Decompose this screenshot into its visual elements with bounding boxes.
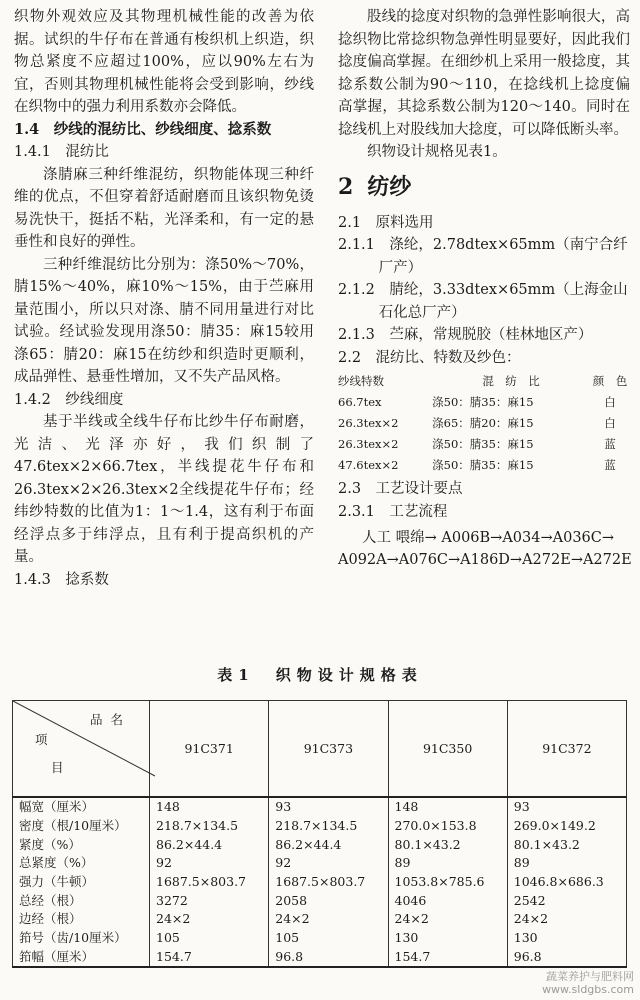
table-row <box>13 797 627 817</box>
table-row <box>13 854 627 873</box>
blend-table <box>338 371 630 476</box>
watermark-line-1: 蔬菜养护与肥料网 <box>546 970 634 983</box>
table-cell: 80.1×43.2 <box>507 835 626 854</box>
table-cell: 1687.5×803.7 <box>150 873 269 892</box>
table-cell: 1046.8×686.3 <box>507 873 626 892</box>
cell-ratio: 涤50：腈35：麻15 <box>432 458 534 472</box>
blend-row <box>338 455 630 476</box>
paragraph-twist: 股线的捻度对织物的急弹性影响很大，高捻织物比常捻织物急弹性明显要好，因此我们捻度偏高掌握。在细纱机上采用一般捻度，其捻系数公制为90～110，在捻线机上捻度偏高掌握，其捻系数公制为120～140。同时在捻线机上对股线加大捻度，可以降低断头率。 <box>338 9 630 138</box>
column-header: 91C371 <box>150 701 269 798</box>
cell-ratio: 涤50：腈35：麻15 <box>432 437 534 451</box>
table-cell: 24×2 <box>507 910 626 929</box>
row-label: 强力（牛顿） <box>13 873 150 892</box>
table-cell: 270.0×153.8 <box>388 817 507 836</box>
section-number: 2 <box>338 173 354 200</box>
column-header: 91C373 <box>269 701 388 798</box>
heading-2-2: 2.2 混纺比、特数及纱色： <box>338 349 521 366</box>
table-cell: 1687.5×803.7 <box>269 873 388 892</box>
table-row <box>13 873 627 892</box>
row-label: 总经（根） <box>13 891 150 910</box>
blend-row <box>338 434 630 455</box>
table-cell: 105 <box>150 929 269 948</box>
section-title: 纺纱 <box>367 173 412 200</box>
cell-ratio: 涤50：腈35：麻15 <box>432 395 534 409</box>
table-row <box>13 817 627 836</box>
table-cell: 89 <box>507 854 626 873</box>
process-flow <box>338 527 630 571</box>
heading-1-4-1: 1.4.1 混纺比 <box>14 144 109 160</box>
table-cell: 96.8 <box>269 948 388 968</box>
cell-count: 66.7tex <box>338 395 382 409</box>
right-column <box>338 6 630 571</box>
column-header: 91C350 <box>388 701 507 798</box>
table-cell: 154.7 <box>388 948 507 968</box>
table-cell: 218.7×134.5 <box>150 817 269 836</box>
cell-count: 47.6tex×2 <box>338 458 399 472</box>
cell-color: 白 <box>604 416 616 430</box>
heading-1-4-2: 1.4.2 纱线细度 <box>14 391 124 408</box>
table-cell: 24×2 <box>388 910 507 929</box>
corner-label-item-1: 项 <box>35 732 48 747</box>
paragraph-fabric-tightness: 织物外观效应及其物理机械性能的改善为依据。试织的牛仔布在普通有梭织机上织造，织物总紧度不应超过100%，应以90%左右为宜，否则其物理机械性能将会受到影响，纱线在织物中的强力利用系数亦会降低。 <box>14 9 314 115</box>
item-2-1-2: 2.1.2 腈纶，3.33dtex×65mm（上海金山石化总厂产） <box>338 282 628 321</box>
header-blend-ratio: 混 纺 比 <box>482 374 540 388</box>
table-cell: 130 <box>388 929 507 948</box>
cell-count: 26.3tex×2 <box>338 416 399 430</box>
heading-1-4-3: 1.4.3 捻系数 <box>14 571 109 588</box>
corner-header-cell <box>13 701 150 798</box>
spec-header-row <box>13 701 627 798</box>
heading-2-3-1: 2.3.1 工艺流程 <box>338 503 448 520</box>
row-label: 边经（根） <box>13 910 150 929</box>
table-cell: 24×2 <box>269 910 388 929</box>
row-label: 紧度（%） <box>13 835 150 854</box>
table-cell: 4046 <box>388 891 507 910</box>
table-row <box>13 910 627 929</box>
cell-count: 26.3tex×2 <box>338 437 399 451</box>
row-label: 筘号（齿/10厘米） <box>13 929 150 948</box>
cell-color: 白 <box>604 395 616 409</box>
table-cell: 105 <box>269 929 388 948</box>
left-column <box>14 6 314 591</box>
table-cell: 130 <box>507 929 626 948</box>
blend-row <box>338 392 630 413</box>
cell-color: 蓝 <box>604 458 616 472</box>
item-2-1-1: 2.1.1 涤纶，2.78dtex×65mm（南宁合纤厂产） <box>338 237 628 276</box>
heading-2-1: 2.1 原料选用 <box>338 214 434 231</box>
process-flow-line-2: A092A→A076C→A186D→A272E→A272E <box>338 552 632 568</box>
blend-row <box>338 413 630 434</box>
table-cell: 2058 <box>269 891 388 910</box>
blend-table-header <box>338 371 630 392</box>
table-cell: 218.7×134.5 <box>269 817 388 836</box>
table-cell: 148 <box>388 797 507 817</box>
table-cell: 154.7 <box>150 948 269 968</box>
table-row <box>13 835 627 854</box>
table-cell: 96.8 <box>507 948 626 968</box>
table-row <box>13 929 627 948</box>
table-cell: 148 <box>150 797 269 817</box>
row-label: 幅宽（厘米） <box>13 797 150 817</box>
watermark-line-2: www.sldgbs.com <box>542 983 634 996</box>
header-yarn-count: 纱线特数 <box>338 374 384 388</box>
row-label: 筘幅（厘米） <box>13 948 150 968</box>
table-cell: 89 <box>388 854 507 873</box>
column-header: 91C372 <box>507 701 626 798</box>
table-cell: 86.2×44.4 <box>269 835 388 854</box>
cell-ratio: 涤65：腈20：麻15 <box>432 416 534 430</box>
paragraph-blend-advantages: 涤腈麻三种纤维混纺，织物能体现三种纤维的优点，不但穿着舒适耐磨而且该织物免烫易洗快干，挺括不粘，光泽柔和，有一定的悬垂性和良好的弹性。 <box>14 166 314 250</box>
table-cell: 86.2×44.4 <box>150 835 269 854</box>
paragraph-blend-ratio: 三种纤维混纺比分别为：涤50%～70%，腈15%～40%，麻10%～15%，由于苎麻用量范围小，所以只对涤、腈不同用量进行对比试验。经试验发现用涤50：腈35：麻15较用涤65：腈20：麻15在纺纱和织造时更顺利，成品弹性、悬垂性增加，又不失产品风格。 <box>14 256 314 385</box>
heading-section-2 <box>338 170 630 204</box>
fabric-spec-table <box>12 700 627 968</box>
corner-label-item-2: 目 <box>51 760 64 775</box>
item-2-1-3: 2.1.3 苎麻，常规脱胶（桂林地区产） <box>338 327 593 343</box>
table-cell: 1053.8×785.6 <box>388 873 507 892</box>
row-label: 密度（根/10厘米） <box>13 817 150 836</box>
table-caption: 表1 织物设计规格表 <box>217 666 423 684</box>
table-cell: 3272 <box>150 891 269 910</box>
header-color: 颜 色 <box>592 374 628 388</box>
paragraph-yarn-count: 基于半线或全线牛仔布比纱牛仔布耐磨，光洁、光泽亦好，我们织制了47.6tex×2×66.7tex，半线提花牛仔布和26.3tex×2×26.3tex×2全线提花牛仔布；经纬纱特数的比值为1：1～1.4，这有利于布面经浮点多于纬浮点，且有利于提高织机的产量。 <box>14 414 314 565</box>
table-cell: 92 <box>150 854 269 873</box>
table-row <box>13 891 627 910</box>
table-cell: 93 <box>269 797 388 817</box>
table-cell: 80.1×43.2 <box>388 835 507 854</box>
table-cell: 93 <box>507 797 626 817</box>
paragraph-see-table: 织物设计规格见表1。 <box>367 144 507 160</box>
process-flow-line-1: 人工 喂绵→ A006B→A034→A036C→ <box>362 530 615 546</box>
heading-1-4: 1.4 纱线的混纺比、纱线细度、捻系数 <box>14 120 272 138</box>
table-cell: 24×2 <box>150 910 269 929</box>
table-row <box>13 948 627 968</box>
table-cell: 2542 <box>507 891 626 910</box>
watermark <box>542 970 634 996</box>
row-label: 总紧度（%） <box>13 854 150 873</box>
heading-2-3: 2.3 工艺设计要点 <box>338 481 463 497</box>
cell-color: 蓝 <box>604 437 616 451</box>
table-cell: 269.0×149.2 <box>507 817 626 836</box>
corner-label-product: 品名 <box>89 712 131 727</box>
table-cell: 92 <box>269 854 388 873</box>
